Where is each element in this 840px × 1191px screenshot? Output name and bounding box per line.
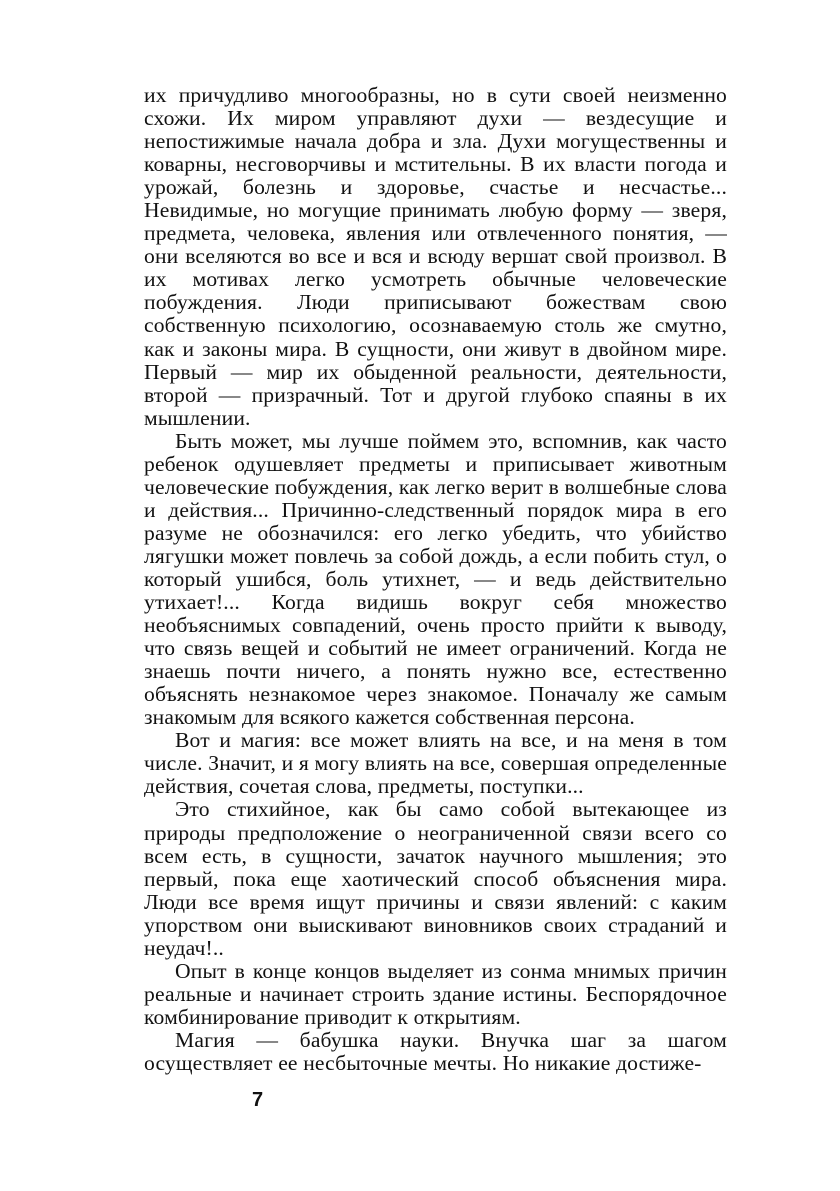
paragraph-4: Это стихийное, как бы само собой вытекающее из природы предположение о неограниченной связи всего со всем есть, в сущности, зачаток научного мышления; это первый, пока еще хаотический способ объяснения мира. Люди все время ищут причины и связи явлений: с каким упорством они выискивают виновников своих страданий и неудач!..	[144, 797, 727, 960]
page-number: 7	[252, 1089, 264, 1111]
page-text	[144, 84, 727, 1075]
paragraph-2: Быть может, мы лучше поймем это, вспомнив, как часто ребенок одушевляет предметы и приписывает животным человеческие побуждения, как легко верит в волшебные слова и действия... Причинно-следственный порядок мира в его разуме не обозначился: его легко убедить, что убийство лягушки может повлечь за собой дождь, а если побить стул, о который ушибся, боль утихнет, — и ведь действительно утихает!... Когда видишь вокруг себя множество необъяснимых совпадений, очень просто прийти к выводу, что связь вещей и событий не имеет ограничений. Когда не знаешь почти ничего, а понять нужно все, естественно объяснять незнакомое через знакомое. Поначалу же самым знакомым для всякого кажется собственная персона.	[144, 428, 727, 730]
paragraph-3: Вот и магия: все может влиять на все, и на меня в том числе. Значит, и я могу влиять на все, совершая определенные действия, сочетая слова, предметы, поступки...	[144, 728, 727, 799]
paragraph-6: Магия — бабушка науки. Внучка шаг за шагом осуществляет ее несбыточные мечты. Но никакие достиже-	[144, 1027, 727, 1075]
paragraph-1: их причудливо многообразны, но в сути своей неизменно схожи. Их миром управляют духи — вездесущие и непостижимые начала добра и зла. Духи могущественны и коварны, несговорчивы и мстительны. В их власти погода и урожай, болезнь и здоровье, счастье и несчастье... Невидимые, но могущие принимать любую форму — зверя, предмета, человека, явления или отвлеченного понятия, — они вселяются во все и вся и всюду вершат свой произвол. В их мотивах легко усмотреть обычные человеческие побуждения. Люди приписывают божествам свою собственную психологию, осознаваемую столь же смутно, как и законы мира. В сущности, они живут в двойном мире. Первый — мир их обыденной реальности, деятельности, второй — призрачный. Тот и другой глубоко спаяны в их мышлении.	[144, 83, 727, 430]
paragraph-5: Опыт в конце концов выделяет из сонма мнимых причин реальные и начинает строить здание истины. Беспорядочное комбинирование приводит к открытиям.	[144, 958, 727, 1029]
